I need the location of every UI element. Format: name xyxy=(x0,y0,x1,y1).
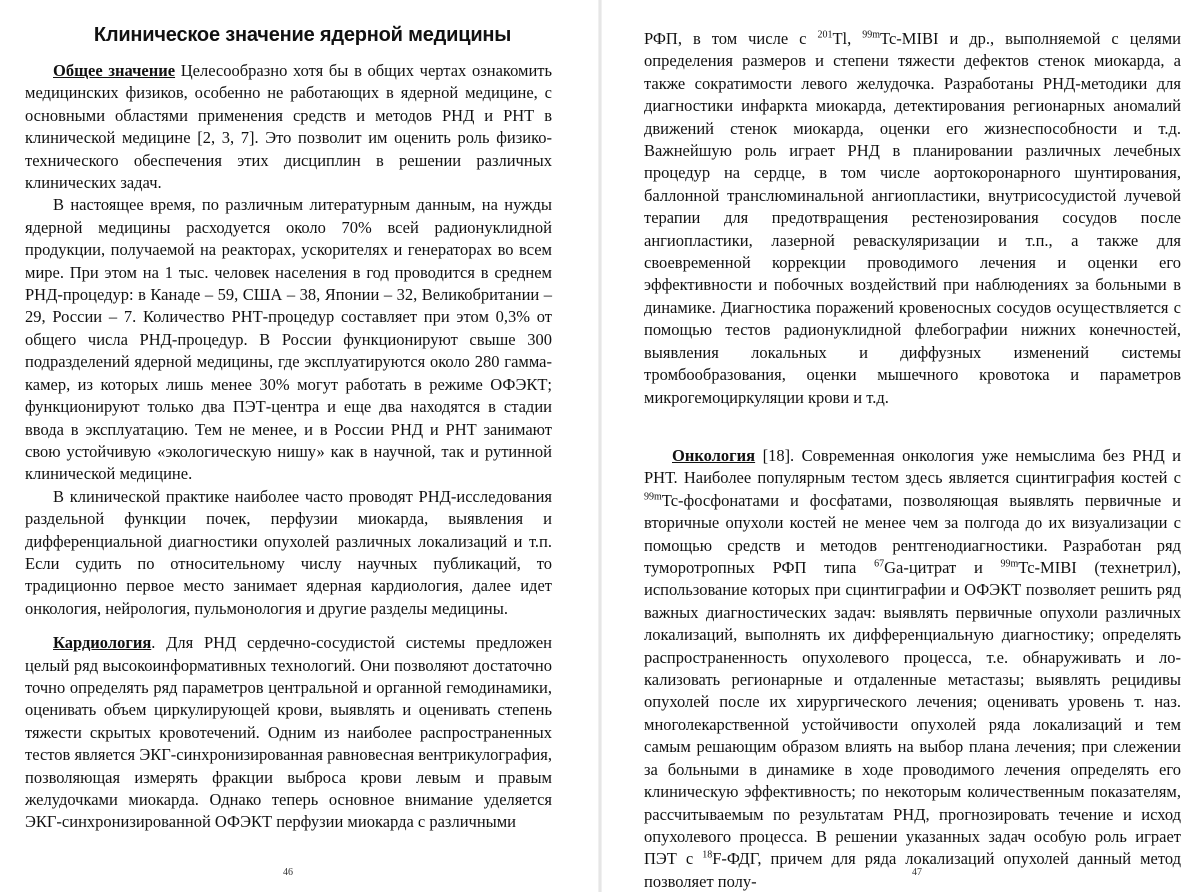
page-number-right: 47 xyxy=(912,867,922,878)
superscript: 99m xyxy=(644,491,662,503)
left-page xyxy=(0,0,600,892)
text-run: [18]. Современная онкология уже немыслима без РНД и РНТ. Наиболее популярным тестом здесь является сцинтиграфия костей с xyxy=(644,446,1181,488)
paragraph-general xyxy=(25,60,552,194)
text-run: Tl, xyxy=(832,29,863,48)
text-run: Ga-цитрат и xyxy=(884,558,1001,578)
paragraph-clinical-practice: В клинической практике наиболее часто проводят РНД-исследования раздельной функции почек, перфузии миокарда, выявления и дифференциальной диагностики опухолей различных локализаций и т.п. Если судить по относительному числу научных публикаций, то традиционно первое место занимает ядерная кардиология, далее идет онкология, нейрология, пульмонология и другие разделы медицины. xyxy=(25,486,552,618)
superscript: 18 xyxy=(702,849,713,861)
section-heading-oncology: Онкология xyxy=(672,446,756,465)
superscript: 99m xyxy=(862,29,881,41)
superscript: 99m xyxy=(1000,558,1019,570)
paragraph-cardiology-body: . Для РНД сердечно-сосудистой системы предложен целый ряд высокоинформативных технологий. Они позволяют достаточно точно определять ряд параметров центральной и органной гемодинамики, оценивать объем циркулирующей крови, выявлять и оценивать степень тяжести скрытых кровотечений. Одним из наиболее распространенных тестов является ЭКГ-синхронизированная равновесная вентрикулография, позволяющая измерять фракции выброса крови левым и правым желудочками миокарда. Однако теперь основное внимание уделяется ЭКГ-синхронизированной ОФЭКТ перфузии миокарда с различными xyxy=(25,633,552,832)
right-text-column-oncology xyxy=(644,445,1181,893)
paragraph-cardiology xyxy=(25,632,552,834)
right-text-column-top xyxy=(644,28,1181,409)
paragraph-statistics: В настоящее время, по различным литературным данным, на нужды ядерной медицины расходуется около 70% всей радионуклидной продукции, получаемой на реакторах, ускорителях и генераторах во всем мире. При этом на 1 тыс. человек населения в год проводится в среднем РНД-процедур: в Канаде – 59, США – 38, Японии – 32, Великобритании – 29, России – 7. Количество РНТ-процедур составляет при этом 0,3% от общего числа РНД-процедур. В России функционируют свыше 300 подразделений ядерной медицины, где эксплуатируются около 280 гамма-камер, из которых лишь менее 30% могут работать в режиме ОФЭКТ; функционируют только два ПЭТ-центра и еще два находятся в стадии ввода в эксплуатацию. Тем не менее, и в России РНД и РНТ занимают свою устойчивую «экологическую нишу» как в научной, так и рутинной клинической медицине. xyxy=(25,195,552,484)
section-heading-cardiology: Кардиология xyxy=(53,633,152,653)
paragraph-oncology xyxy=(644,445,1181,893)
chapter-title: Клиническое значение ядерной медицины xyxy=(93,24,512,46)
paragraph-cardiology-continued xyxy=(644,28,1181,409)
superscript: 67 xyxy=(874,558,885,570)
text-run: Tc-фосфонатами и фосфатами, позволяющая выявлять первичные и вторичные опухоли костей не менее чем за полгода до их визуализации с помощью средств и методов рентгенодиагностики. Разработан ряд туморотропных РФП типа xyxy=(644,490,1181,578)
paragraph-general-body: Целесообразно хотя бы в общих чертах ознакомить медицинских физиков, особенно не работающих в ядерной медицине, с основными областями применения средств и методов РНД и РНТ в клинической медицине [2, 3, 7]. Это позволит им оценить роль физико-технического обеспечения этих дисциплин в решении различных клинических задач. xyxy=(25,61,553,193)
text-run: F-ФДГ, причем для ряда локализаций опухолей данный метод позволяет полу- xyxy=(644,849,1181,891)
left-text-column xyxy=(25,60,552,834)
text-run: Tc-MIBI и др., выполняемой с целями определения размеров и степени тяжести дефектов стенок миокарда, а также сократимости левого желудочка. Разработаны РНД-методики для диагностики инфаркта миокарда, детектирования регионарных аномалий движений стенок миокарда, оценки его жизнеспособности и т.д. Важнейшую роль играет РНД в планировании различных лечебных процедур на сердце, в том числе аортокоронарного шунтирования, баллонной транслюминальной ангиопластики, внутрисосудистой лучевой терапии для предотвращения рестенозирования сосудов после ангиопластики, лазерной реваскуляризации и т.п., а также для своевременной коррекции проводимого лечения и оценки его эффективности и побочных воздействий при наблюдениях за больными в динамике. Диагностика поражений кровеносных сосудов осуществляется с помощью тестов радионуклидной флебографии нижних конечностей, выявления локальных и диффузных изменений системы тромбообразования, оценки мышечного кровотока и параметров микрогемоциркуляции крови и т.д. xyxy=(644,29,1181,407)
superscript: 201 xyxy=(817,29,833,41)
text-run: Tc-MIBI (технетрил), использование которых при сцинтиграфии и ОФЭКТ позволяет решить ряд важных диагностических задач: выявлять первичные опухоли различных локализаций, выполнять их дифференциальную диагностику; определять распространенность опухолевого процесса, т.е. обнаруживать и локализовать регионарные и отдаленные метастазы; выявлять рецидивы опухолей после их хирургического лечения; оценивать уровень т. наз. многолекарственной устойчивости опухолей ряда локализаций и тем самым решающим образом влиять на выбор плана лечения; при слежении за больными в динамике в ходе проводимого лечения определять его клиническую эффективность; по некоторым количественным показателям, рассчитываемым по результатам РНД, прогнозировать течение и исход опухолевого процесса. В решении указанных задач особую роль играет ПЭТ с xyxy=(644,558,1181,869)
page-number-left: 46 xyxy=(283,867,293,878)
section-heading-general: Общее значение xyxy=(53,61,176,80)
text-run: РФП, в том числе с xyxy=(644,29,818,48)
